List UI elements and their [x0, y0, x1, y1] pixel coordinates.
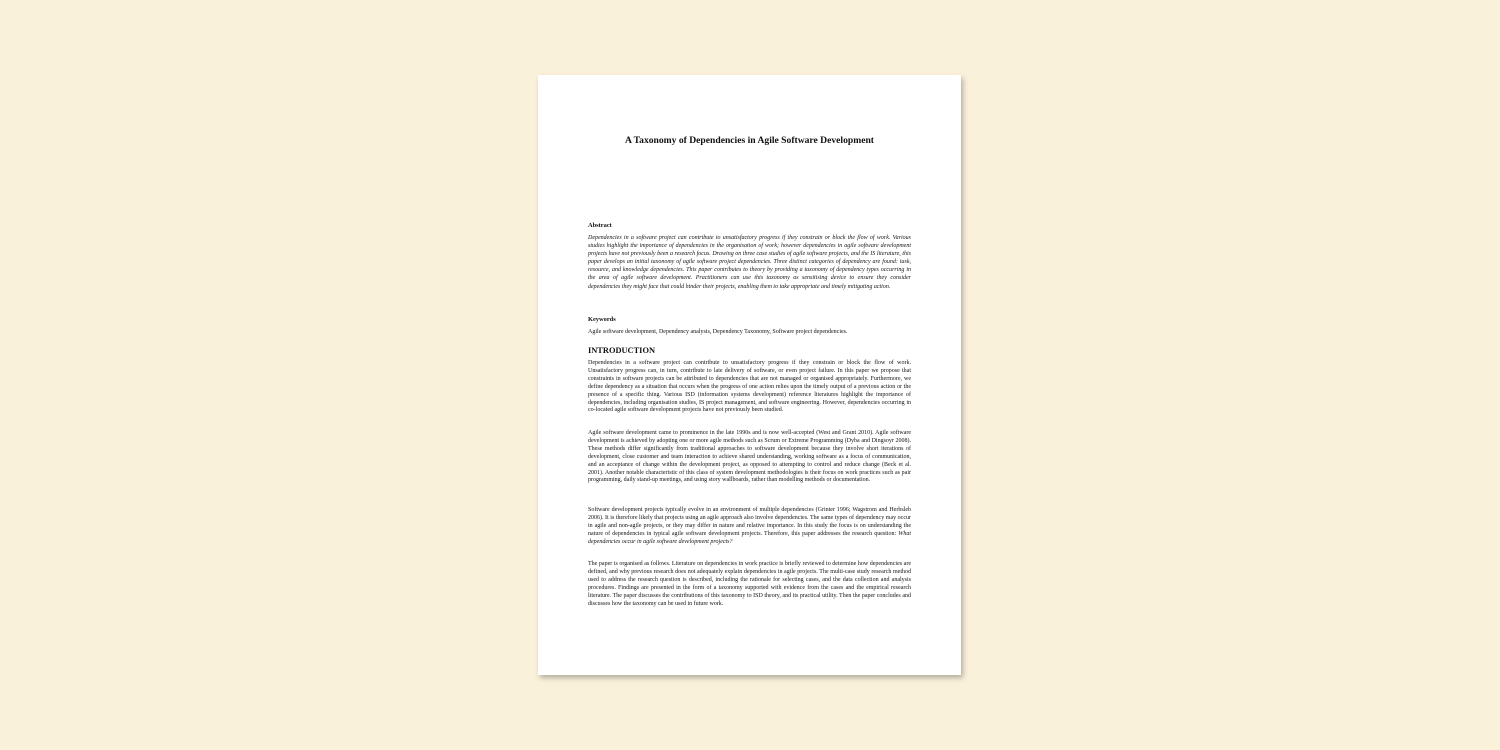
- paper-page: [538, 75, 961, 675]
- abstract-heading: Abstract: [588, 222, 612, 229]
- intro-paragraph-4: The paper is organised as follows. Literature on dependencies in work practice is briefly reviewed to determine how dependencies are defined, and why previous research does not adequately explain dependencies in agile projects. The multi-case study research method used to address the research question is described, including the rationale for selecting cases, and the data collection and analysis procedures. Findings are presented in the form of a taxonomy supported with evidence from the cases and the empirical research literature. The paper discusses the contributions of this taxonomy to ISD theory, and its practical utility. Then the paper concludes and discusses how the taxonomy can be used in future work.: [588, 561, 911, 607]
- intro-paragraph-2: Agile software development came to prominence in the late 1990s and is now well-accepted (West and Grant 2010). Agile software development is achieved by adopting one or more agile methods such as Scrum or Extreme Programming (Dyba and Dingsoyr 2008). These methods differ significantly from traditional approaches to software development because they involve short iterations of development, close customer and team interaction to achieve shared understanding, working software as a focus of communication, and an acceptance of change within the development project, as opposed to attempting to control and reduce change (Beck et al. 2001). Another notable characteristic of this class of system development methodologies is their focus on work practices such as pair programming, daily stand-up meetings, and using story wallboards, rather than modelling methods or documentation.: [588, 430, 911, 484]
- intro-paragraph-1: Dependencies in a software project can contribute to unsatisfactory progress if they constrain or block the flow of work. Unsatisfactory progress can, in turn, contribute to late delivery of software, or even project failure. In this paper we propose that constraints in software projects can be attributed to dependencies that are not managed or organised appropriately. Furthermore, we define dependency as a situation that occurs when the progress of one action relies upon the timely output of a previous action or the presence of a specific thing. Various ISD (information systems development) reference literatures highlight the importance of dependencies, including organisation studies, IS project management, and software engineering. However, dependencies occurring in co-located agile software development projects have not previously been studied.: [588, 360, 911, 414]
- introduction-heading: INTRODUCTION: [588, 346, 656, 355]
- paper-title: A Taxonomy of Dependencies in Agile Software Development: [625, 135, 874, 146]
- intro-paragraph-3: [588, 507, 911, 547]
- keywords-text: Agile software development, Dependency analysis, Dependency Taxonomy, Software project dependencies.: [588, 329, 848, 335]
- research-question: What dependencies occur in agile software development projects?: [588, 530, 911, 545]
- intro-paragraph-3-text: Software development projects typically evolve in an environment of multiple dependencies (Grinter 1996; Wagstrom and Herbsleb 2006). It is therefore likely that projects using an agile approach also involve dependencies. The same types of dependency may occur in agile and non-agile projects, or they may differ in nature and relative importance. In this study the focus is on understanding the nature of dependencies in typical agile software development projects. Therefore, this paper addresses the research question:: [588, 507, 911, 537]
- abstract-text: Dependencies in a software project can contribute to unsatisfactory progress if they constrain or block the flow of work. Various studies highlight the importance of dependencies in the organisation of work; however dependencies in agile software development projects have not previously been a research focus. Drawing on three case studies of agile software projects, and the IS literature, this paper develops an initial taxonomy of agile software project dependencies. Three distinct categories of dependency are found: task, resource, and knowledge dependencies. This paper contributes to theory by providing a taxonomy of dependency types occurring in the area of agile software development. Practitioners can use this taxonomy as sensitising device to ensure they consider dependencies they might face that could hinder their projects, enabling them to take appropriate and timely mitigating action.: [588, 235, 911, 290]
- keywords-heading: Keywords: [588, 316, 616, 323]
